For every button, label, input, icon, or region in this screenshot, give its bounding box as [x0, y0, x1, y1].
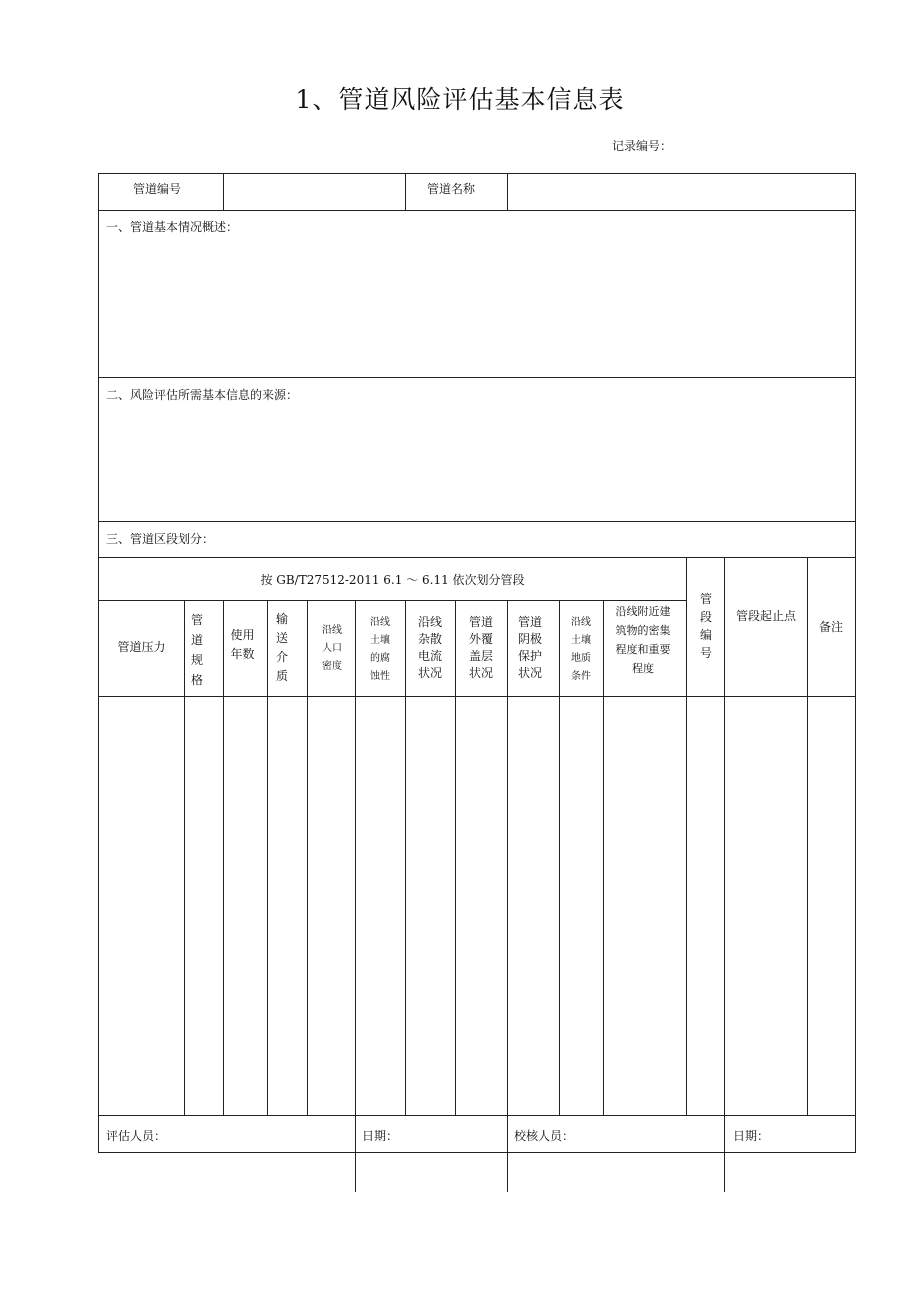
page-title: 1、管道风险评估基本信息表	[295, 85, 625, 114]
row-divider	[99, 521, 855, 522]
col-header-pressure-text: 管道压力	[117, 640, 166, 654]
check-date-label: 日期：	[733, 1129, 770, 1143]
col-divider	[507, 174, 508, 210]
col-header-cathodic: 管道阴极保护状况	[517, 615, 542, 680]
col-divider	[603, 600, 604, 1115]
col-header-geology: 沿线土壤地质条件	[571, 617, 591, 682]
row-divider	[99, 377, 855, 378]
assess-date-label: 日期：	[362, 1129, 399, 1143]
col-divider	[405, 174, 406, 210]
pipe-name-label: 管道名称	[427, 182, 476, 196]
col-divider	[307, 600, 308, 1115]
row-divider	[99, 1115, 855, 1116]
assessor-label: 评估人员：	[106, 1129, 167, 1143]
col-divider	[559, 600, 560, 1115]
col-header-pressure	[99, 639, 184, 656]
row-divider	[99, 696, 855, 697]
col-header-coating: 管道外覆盖层状况	[468, 615, 493, 680]
section-overview-label: 一、管道基本情况概述：	[106, 220, 239, 234]
col-divider	[405, 600, 406, 1115]
col-header-spec: 管道规格	[190, 613, 203, 687]
checker-label: 校核人员：	[514, 1129, 575, 1143]
col-header-start-end: 管段起止点	[735, 609, 796, 623]
col-divider	[223, 600, 224, 1115]
col-header-remarks: 备注	[818, 620, 843, 634]
col-divider	[455, 600, 456, 1115]
col-header-years: 使用年数	[230, 628, 255, 661]
row-divider	[99, 600, 686, 601]
col-divider	[724, 557, 725, 1192]
row-divider	[99, 210, 855, 211]
col-divider	[355, 600, 356, 1192]
col-divider	[267, 600, 268, 1115]
col-header-medium: 输送介质	[275, 612, 288, 683]
col-divider	[807, 557, 808, 1115]
segment-group-header: 按 GB/T27512-2011 6.1 ～ 6.11 依次划分管段	[260, 573, 525, 587]
col-divider	[223, 174, 224, 210]
info-form	[98, 173, 856, 1153]
col-header-buildings: 沿线附近建筑物的密集程度和重要程度	[615, 605, 671, 675]
col-divider	[507, 600, 508, 1192]
section-segment-label: 三、管道区段划分：	[106, 532, 215, 546]
section-info-source-label: 二、风险评估所需基本信息的来源：	[106, 388, 299, 402]
col-divider	[184, 600, 185, 1115]
col-divider	[686, 557, 687, 1115]
col-header-soil-corrosivity: 沿线土壤的腐蚀性	[370, 617, 390, 682]
col-header-stray-current: 沿线杂散电流状况	[417, 615, 442, 680]
pipe-number-label: 管道编号	[133, 182, 182, 196]
col-header-population: 沿线人口密度	[322, 625, 342, 672]
row-divider	[99, 557, 855, 558]
col-header-segment-no: 管段编号	[699, 592, 712, 660]
record-number-label: 记录编号：	[612, 139, 673, 153]
